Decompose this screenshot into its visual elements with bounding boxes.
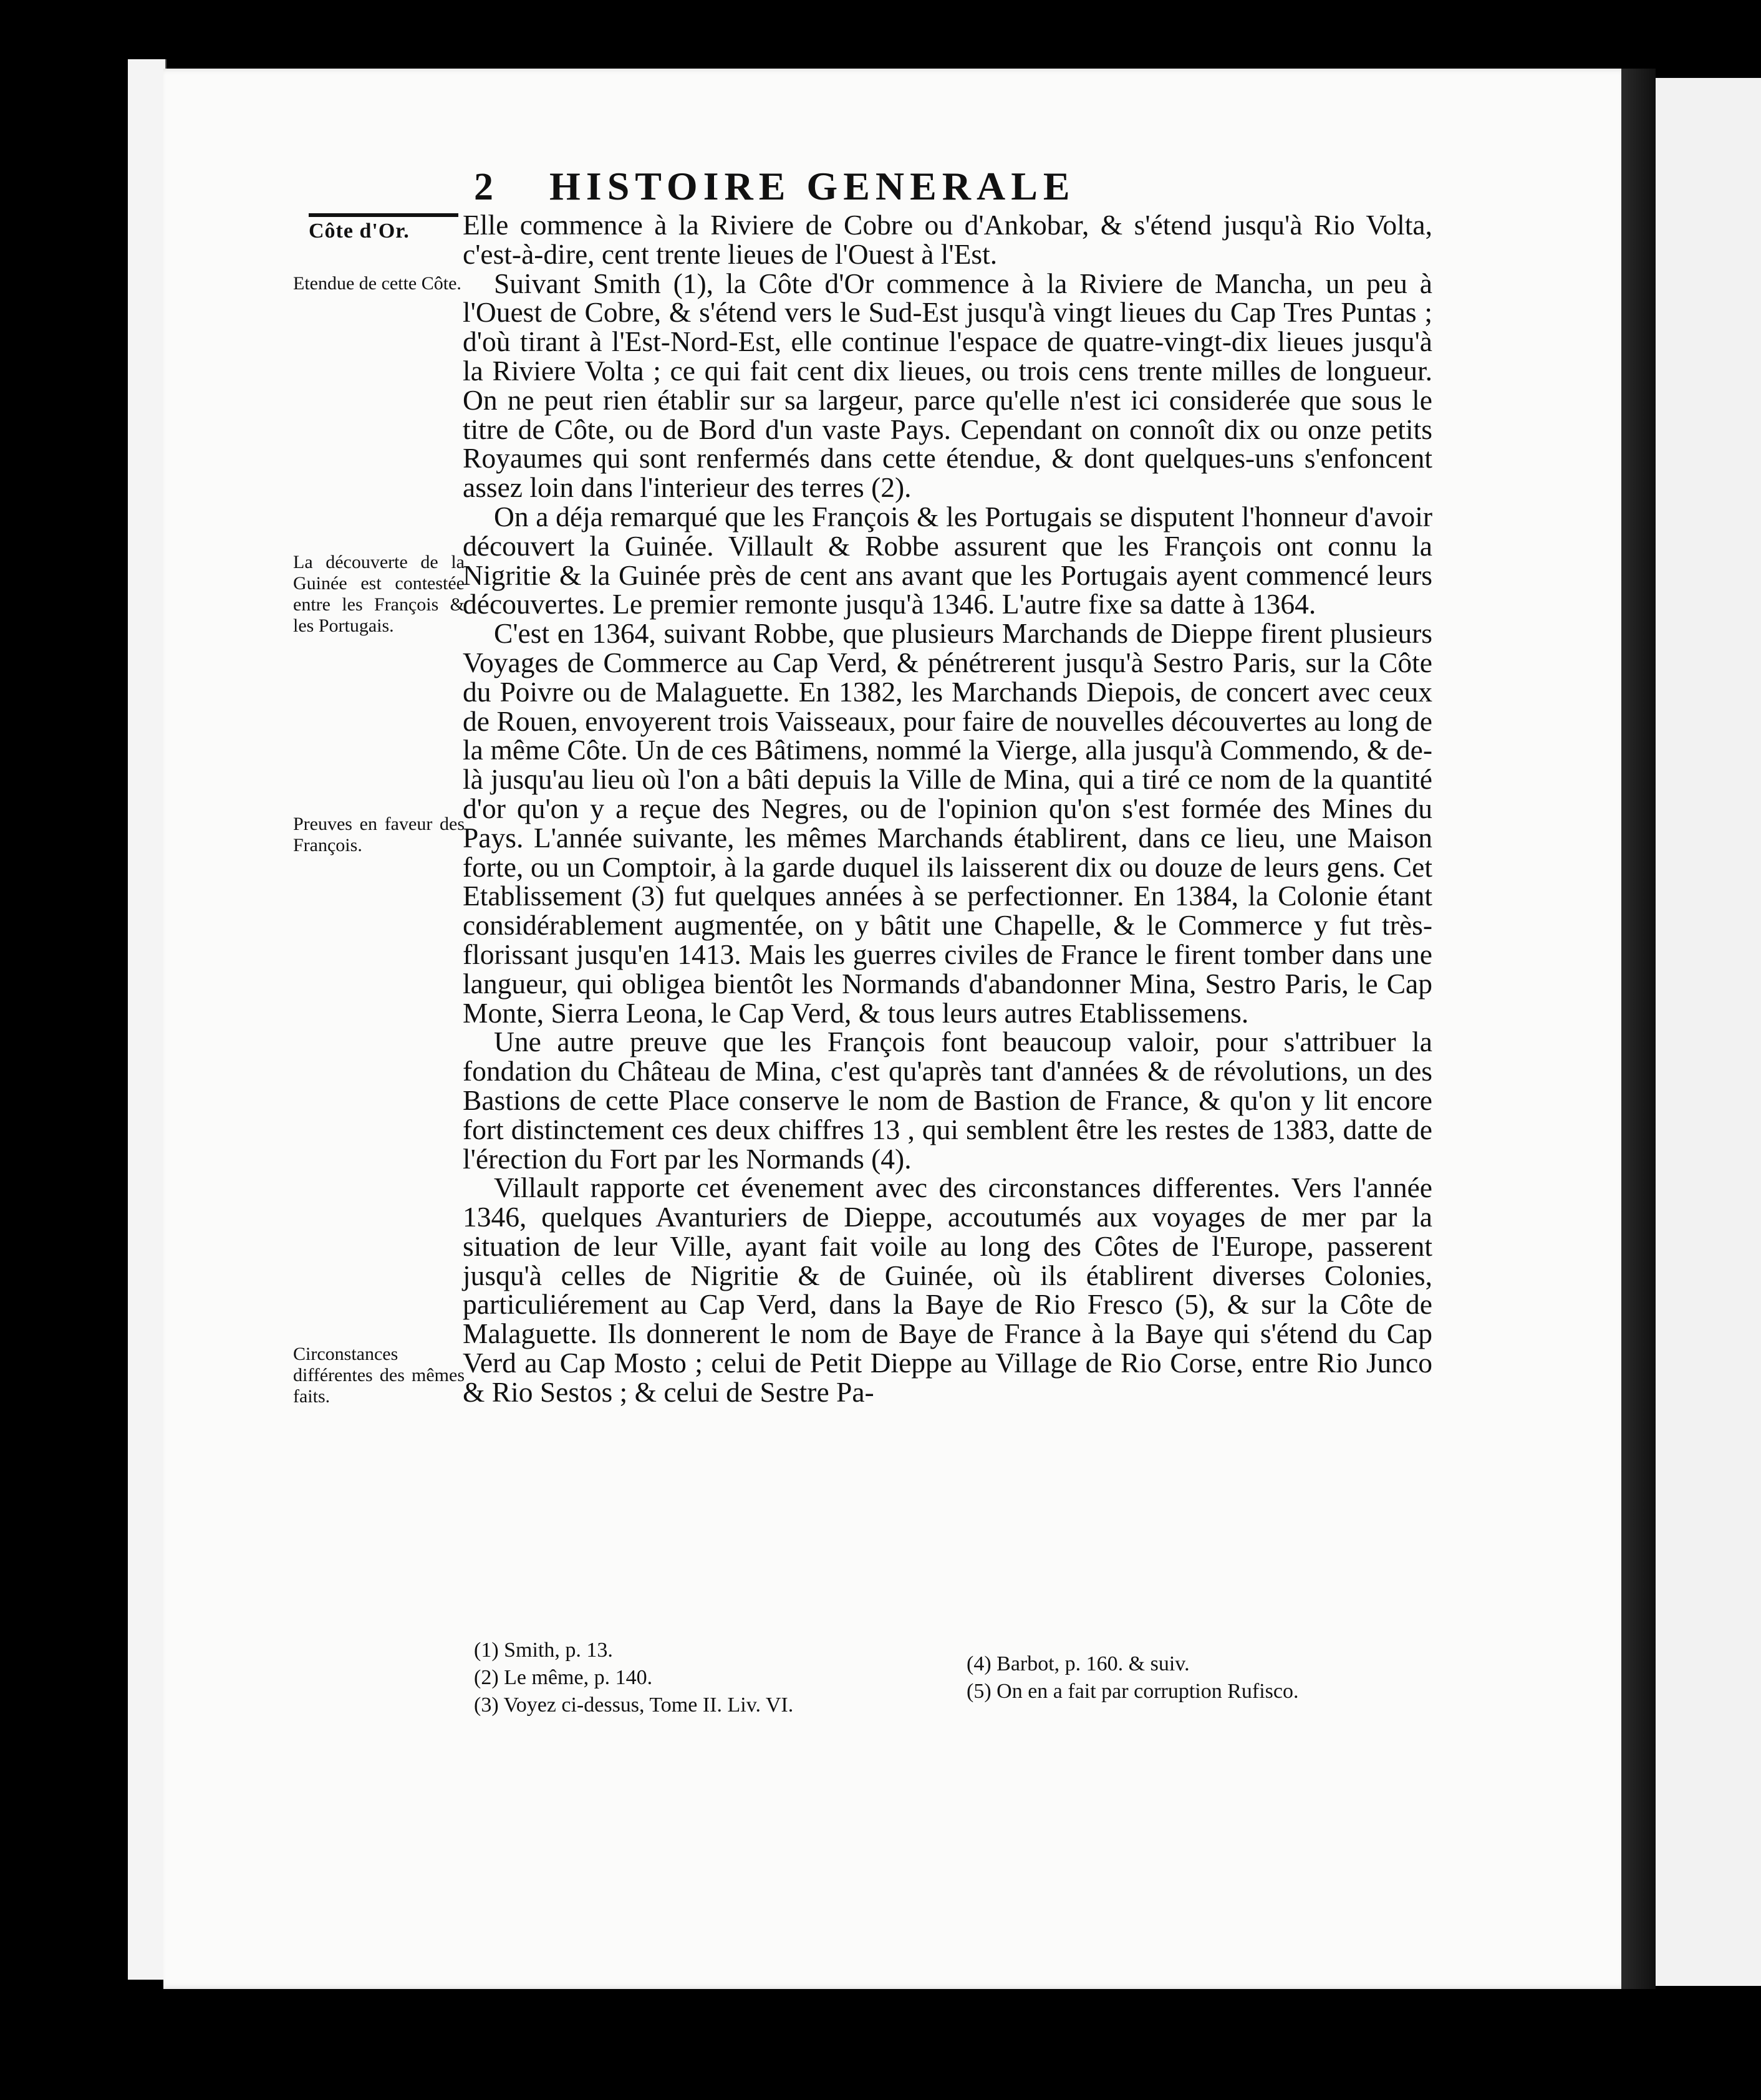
footnotes-right-column <box>967 1637 1428 1719</box>
page-number: 2 <box>474 166 493 208</box>
footnote: (5) On en a fait par corruption Rufisco. <box>967 1680 1299 1703</box>
book-gutter-shadow <box>1621 69 1656 1989</box>
main-text <box>463 211 1432 1407</box>
next-page-edge <box>1656 78 1761 1986</box>
margin-note: Circonstances différentes des mêmes faits. <box>293 1344 465 1407</box>
body-paragraph: Une autre preuve que les François font beaucoup valoir, pour s'attribuer la fondation du Château de Mina, c'est qu'après tant d'années & de révolutions, un des Bastions de cette Place conserve le nom de Bastion de France, & qu'on y lit encore fort distinctement ces deux chiffres 13 , qui semblent être les restes de 1383, datte de l'érection du Fort par les Normands (4). <box>463 1026 1432 1175</box>
margin-note: Preuves en faveur des François. <box>293 814 465 855</box>
footnote: (4) Barbot, p. 160. & suiv. <box>967 1652 1190 1675</box>
margin-note: La découverte de la Guinée est contestée entre les François & les Portugais. <box>293 552 465 636</box>
body-paragraph: C'est en 1364, suivant Robbe, que plusieurs Marchands de Dieppe firent plusieurs Voyages de Commerce au Cap Verd, & pénétrerent jusqu'à Sestro Paris, sur la Côte du Poivre ou de Malaguette. En 1382, les Marchands Diepois, de concert avec ceux de Rouen, envoyerent trois Vaisseaux, pour faire de nouvelles découvertes au long de la même Côte. Un de ces Bâtimens, nommé la Vierge, alla jusqu'à Commendo, & de-là jusqu'au lieu où l'on a bâti depuis la Ville de Mina, qui a tiré ce nom de la quantité d'or qu'on y a reçue des Negres, ou de l'opinion qu'on s'est formée des Mines du Pays. L'année suivante, les mêmes Marchands établirent, dans ce lieu, une Maison forte, ou un Comptoir, à la garde duquel ils laisserent dix ou douze de leurs gens. Cet Etablissement (3) fut quelques années à se perfectionner. En 1384, la Colonie étant considérablement augmentée, on y bâtit une Chapelle, & le Commerce y fut très-florissant jusqu'en 1413. Mais les guerres civiles de France le firent tomber dans une langueur, qui obligea bientôt les Normands d'abandonner Mina, Sestro Paris, le Cap Monte, Sierra Leona, le Cap Verd, & tous leurs autres Etablissemens. <box>463 617 1432 1029</box>
footnote: (1) Smith, p. 13. <box>474 1639 613 1662</box>
body-paragraph: Villault rapporte cet évenement avec des circonstances differentes. Vers l'année 1346, quelques Avanturiers de Dieppe, accoutumés aux voyages de mer par la situation de leur Ville, ayant fait voile au long des Côtes de l'Europe, passerent jusqu'à celles de Nigritie & de Guinée, où ils établirent diverses Colonies, particuliérement au Cap Verd, dans la Baye de Rio Fresco (5), & sur la Côte de Malaguette. Ils donnerent le nom de Baye de France à la Baye qui s'étend du Cap Verd au Cap Mosto ; celui de Petit Dieppe au Village de Rio Corse, entre Rio Junco & Rio Sestos ; & celui de Sestre Pa- <box>463 1172 1432 1408</box>
footnotes-left-column <box>474 1637 967 1719</box>
body-paragraph: On a déja remarqué que les François & les Portugais se disputent l'honneur d'avoir découvert la Guinée. Villault & Robbe assurent que les François ont connu la Nigritie & la Guinée près de cent ans avant que les Portugais ayent commencé leurs découvertes. Le premier remonte jusqu'à 1346. L'autre fixe sa datte à 1364. <box>463 500 1432 620</box>
footnotes <box>474 1637 1434 1719</box>
body-paragraph: Elle commence à la Riviere de Cobre ou d'Ankobar, & s'étend jusqu'à Rio Volta, c'est-à-dire, cent trente lieues de l'Ouest à l'Est. <box>463 209 1432 270</box>
margin-note: Etendue de cette Côte. <box>293 273 461 294</box>
previous-page-edge <box>128 59 166 1980</box>
running-head <box>474 163 1546 210</box>
body-paragraph: Suivant Smith (1), la Côte d'Or commence à la Riviere de Mancha, un peu à l'Ouest de Cobre, & s'étend vers le Sud-Est jusqu'à vingt lieues du Cap Tres Puntas ; d'où tirant à l'Est-Nord-Est, elle continue l'espace de quatre-vingt-dix lieues jusqu'à la Riviere Volta ; ce qui fait cent dix lieues, ou trois cens trente milles de longueur. On ne peut rien établir sur sa largeur, parce qu'elle n'est ici considerée que sous le titre de Côte, ou de Bord d'un vaste Pays. Cependant on connoît dix ou onze petits Royaumes qui sont renfermés dans cette étendue, & dont quelques-uns s'enfoncent assez loin dans l'interieur des terres (2). <box>463 267 1432 504</box>
footnote: (2) Le même, p. 140. <box>474 1666 653 1689</box>
footnote: (3) Voyez ci-dessus, Tome II. Liv. VI. <box>474 1693 794 1717</box>
section-heading: Côte d'Or. <box>309 213 458 243</box>
running-title: HISTOIRE GENERALE <box>549 164 1076 208</box>
